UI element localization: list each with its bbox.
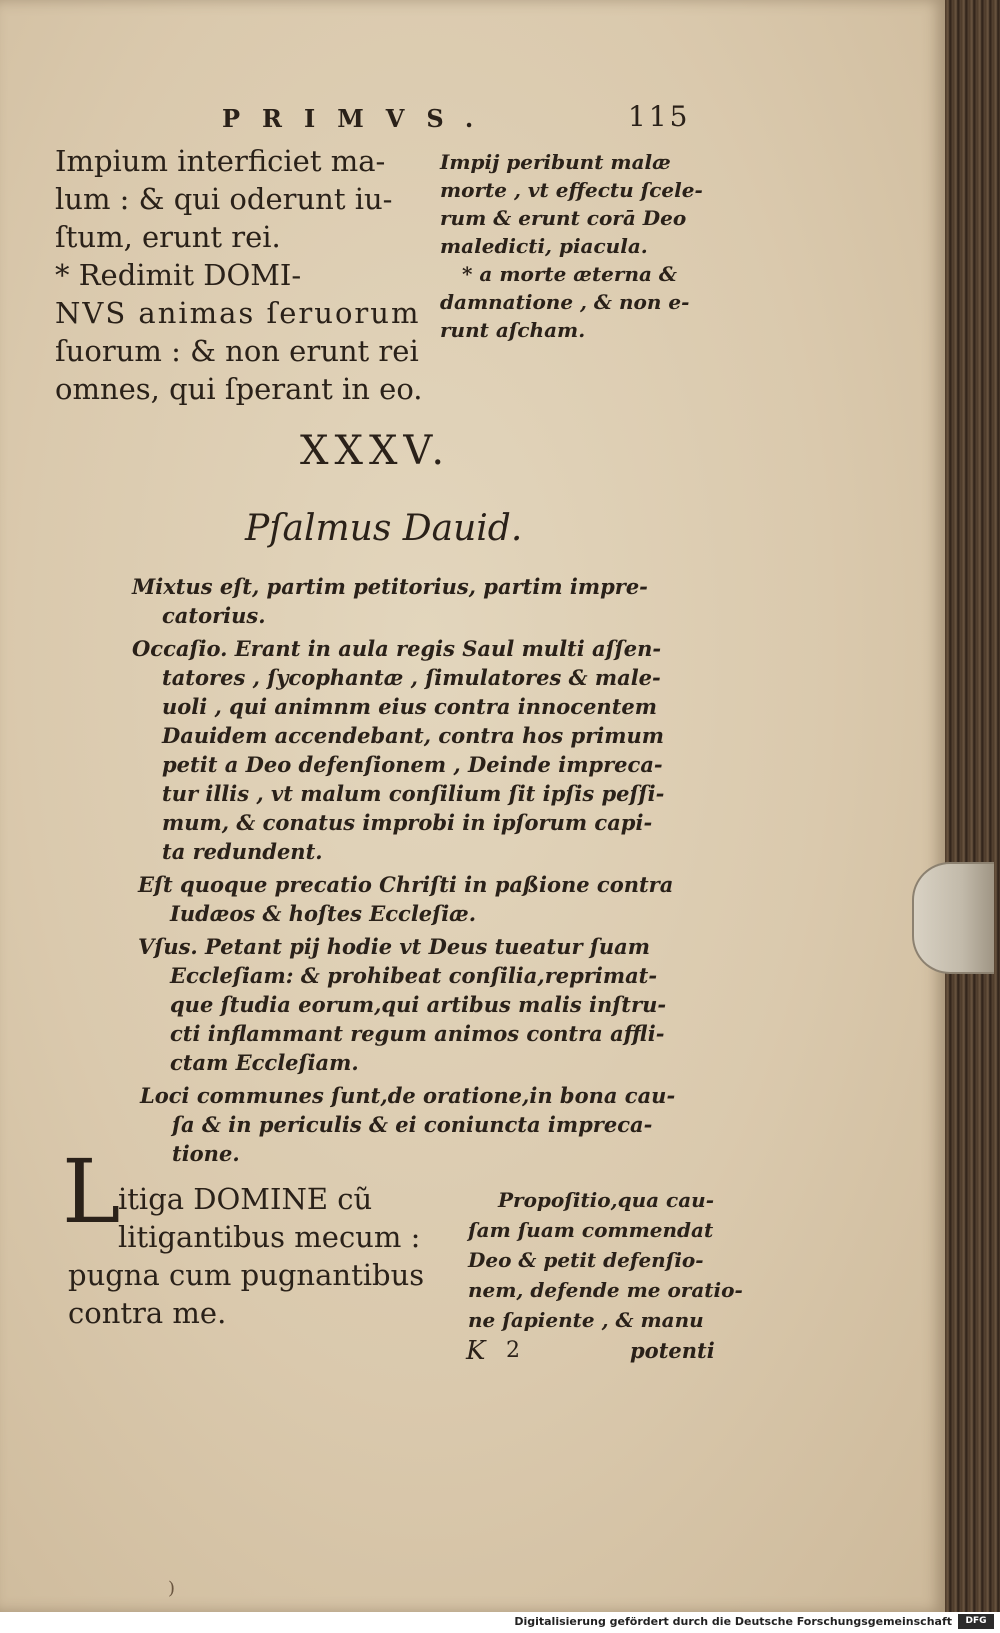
scan-footer [0,1612,1000,1633]
stray-mark: ) [168,1578,176,1599]
verse-line: pugna cum pugnantibus [68,1258,425,1292]
gloss-line: Impij peribunt malæ [440,150,671,174]
running-head: PRIMVS. [222,104,496,133]
argument-line: Mixtus eſt, partim petitorius, partim impre- [132,574,648,599]
argument-line: cti inflammant regum animos contra affli- [170,1021,665,1046]
argument-line: ctam Eccleſiam. [170,1050,359,1075]
verse-line: ſuorum : & non erunt rei [55,334,419,368]
gloss-line: * a morte æterna & [462,262,677,286]
funding-credit: Digitalisierung gefördert durch die Deutsche Forschungsgemeinschaft [514,1615,952,1628]
argument-line: petit a Deo defenſionem , Deinde impreca- [162,752,663,777]
verse-line: itiga DOMINE cũ [118,1182,373,1216]
verse-line: lum : & qui oderunt iu- [55,182,393,216]
argument-line: catorius. [162,603,266,628]
gloss-line: runt aſcham. [440,318,586,342]
dfg-logo-icon: DFG [958,1614,994,1629]
gloss-line: maledicti, piacula. [440,234,648,258]
argument-line: Iudæos & hoſtes Eccleſiæ. [170,901,477,926]
page-number: 115 [628,100,691,133]
gloss-line: ne ſapiente , & manu [468,1308,704,1332]
gloss-line: Propoſitio,qua cau- [498,1188,715,1212]
verse-line: ſtum, erunt rei. [55,220,281,254]
argument-line: Occaſio. Erant in aula regis Saul multi aſſen- [132,636,662,661]
gloss-line: damnatione , & non e- [440,290,690,314]
psalm-number: XXXV. [300,428,451,474]
argument-line: Vſus. Petant pij hodie vt Deus tueatur ſuam [138,934,650,959]
argument-line: tione. [172,1141,240,1166]
argument-line: mum, & conatus improbi in ipſorum capi- [162,810,653,835]
verse-line: Impium interficiet ma- [55,144,386,178]
gloss-line: ſam ſuam commendat [468,1218,714,1242]
gloss-line: Deo & petit defenſio- [468,1248,704,1272]
signature-number: 2 [506,1338,520,1363]
gloss-line: nem, defende me oratio- [468,1278,743,1302]
argument-line: Dauidem accendebant, contra hos primum [162,723,664,748]
argument-line: que ſtudia eorum,qui artibus malis inſtru- [170,992,667,1017]
verse-line: NVS animas ſeruorum [55,296,421,330]
verse-line: litigantibus mecum : [118,1220,421,1254]
page-edges [945,0,1000,1612]
argument-line: Loci communes ſunt,de oratione,in bona cau- [140,1083,676,1108]
verse-line: omnes, qui ſperant in eo. [55,372,423,406]
verse-line: * Redimit DOMI- [55,258,302,292]
gloss-line: morte , vt effectu ſcele- [440,178,703,202]
gloss-line: rum & erunt corā Deo [440,206,687,230]
argument-line: Eccleſiam: & prohibeat conſilia,reprimat- [170,963,658,988]
argument-line: uoli , qui animnm eius contra innocentem [162,694,657,719]
argument-line: ta redundent. [162,839,323,864]
book-clasp [912,862,994,974]
argument-line: Eſt quoque precatio Chriſti in paßione contra [138,872,674,897]
signature-mark: K [466,1336,486,1366]
psalm-title: Pſalmus Dauid. [245,508,523,549]
catchword: potenti [630,1338,715,1363]
verse-line: contra me. [68,1296,227,1330]
argument-line: ſa & in periculis & ei coniuncta impreca- [172,1112,653,1137]
argument-line: tur illis , vt malum conſilium ſit ipſis peſſi- [162,781,665,806]
drop-capital: L [62,1140,121,1243]
argument-line: tatores , ſycophantæ , ſimulatores & male- [162,665,661,690]
